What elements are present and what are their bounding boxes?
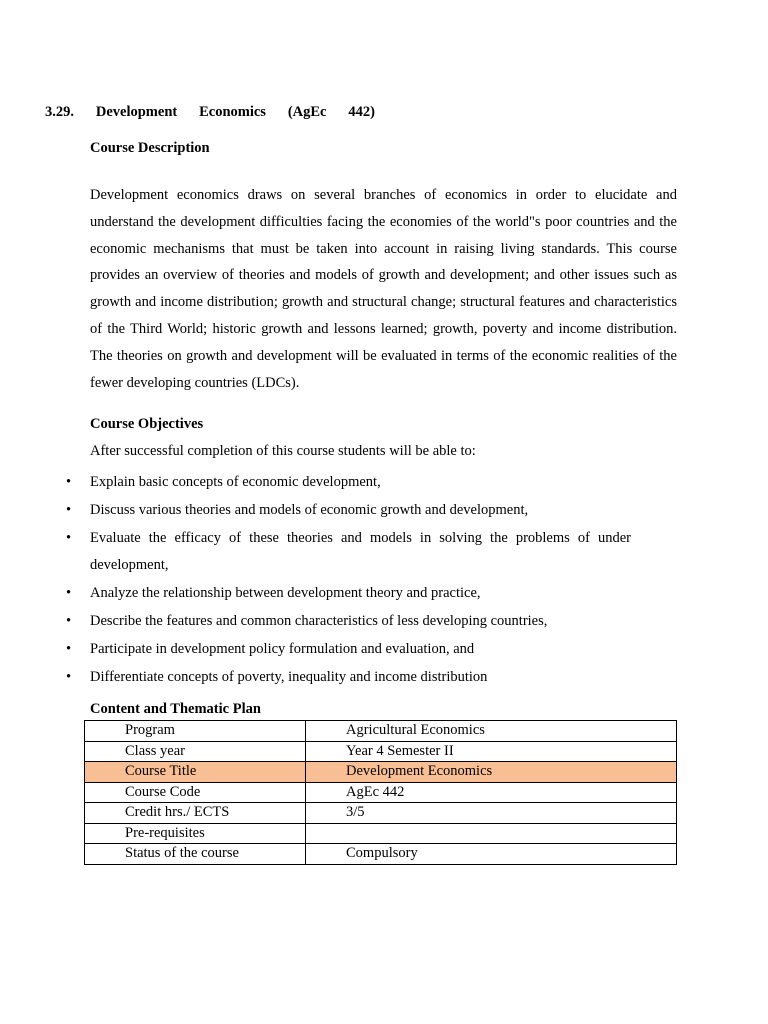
objective-item: • Differentiate concepts of poverty, inequality and income distribution (0, 664, 631, 691)
table-row (85, 823, 677, 844)
row-label: Status of the course (85, 844, 306, 865)
row-label: Program (85, 721, 306, 742)
objectives-list (0, 469, 768, 692)
table-row (85, 721, 677, 742)
row-value: Year 4 Semester II (306, 741, 677, 762)
section-title-word: 442) (348, 104, 375, 120)
table-row-highlighted (85, 762, 677, 783)
section-title-word: Development (95, 104, 178, 120)
row-value: 3/5 (306, 803, 677, 824)
section-title-word: (AgEc (287, 104, 327, 120)
row-label: Course Code (85, 782, 306, 803)
objective-item: • Discuss various theories and models of economic growth and development, (0, 497, 631, 524)
section-heading (45, 102, 375, 122)
row-value: Compulsory (306, 844, 677, 865)
row-label: Pre-requisites (85, 823, 306, 844)
table-row (85, 741, 677, 762)
objective-item: • Describe the features and common characteristics of less developing countries, (0, 608, 631, 635)
thematic-plan-heading: Content and Thematic Plan (90, 701, 261, 717)
table-row (85, 803, 677, 824)
row-value (306, 823, 677, 844)
section-title-word: Economics (199, 104, 266, 120)
course-objectives-heading: Course Objectives (90, 416, 204, 432)
row-value: Agricultural Economics (306, 721, 677, 742)
objective-item: • Analyze the relationship between development theory and practice, (0, 580, 631, 607)
table-row (85, 844, 677, 865)
row-label: Class year (85, 741, 306, 762)
row-value: Development Economics (306, 762, 677, 783)
row-label: Credit hrs./ ECTS (85, 803, 306, 824)
course-description-text: Development economics draws on several branches of economics in order to elucidate and understand the development difficulties facing the economies of the world"s poor countries and the economic mechanisms that must be taken into account in raising living standards. This course provides an overview of theories and models of growth and development; and other issues such as growth and income distribution; growth and structural change; structural features and characteristics of the Third World; historic growth and lessons learned; growth, poverty and income distribution. The theories on growth and development will be evaluated in terms of the economic realities of the fewer developing countries (LDCs). (90, 187, 677, 391)
row-label: Course Title (85, 762, 306, 783)
section-number: 3.29. (45, 104, 74, 120)
objectives-intro: After successful completion of this course students will be able to: (90, 443, 476, 459)
course-info-table (84, 720, 677, 865)
objective-item: • Evaluate the efficacy of these theories and models in solving the problems of under development, (0, 525, 631, 579)
objective-item: • Explain basic concepts of economic development, (0, 469, 631, 496)
table-row (85, 782, 677, 803)
row-value: AgEc 442 (306, 782, 677, 803)
objective-item: • Participate in development policy formulation and evaluation, and (0, 636, 631, 663)
course-description-heading: Course Description (90, 140, 210, 156)
